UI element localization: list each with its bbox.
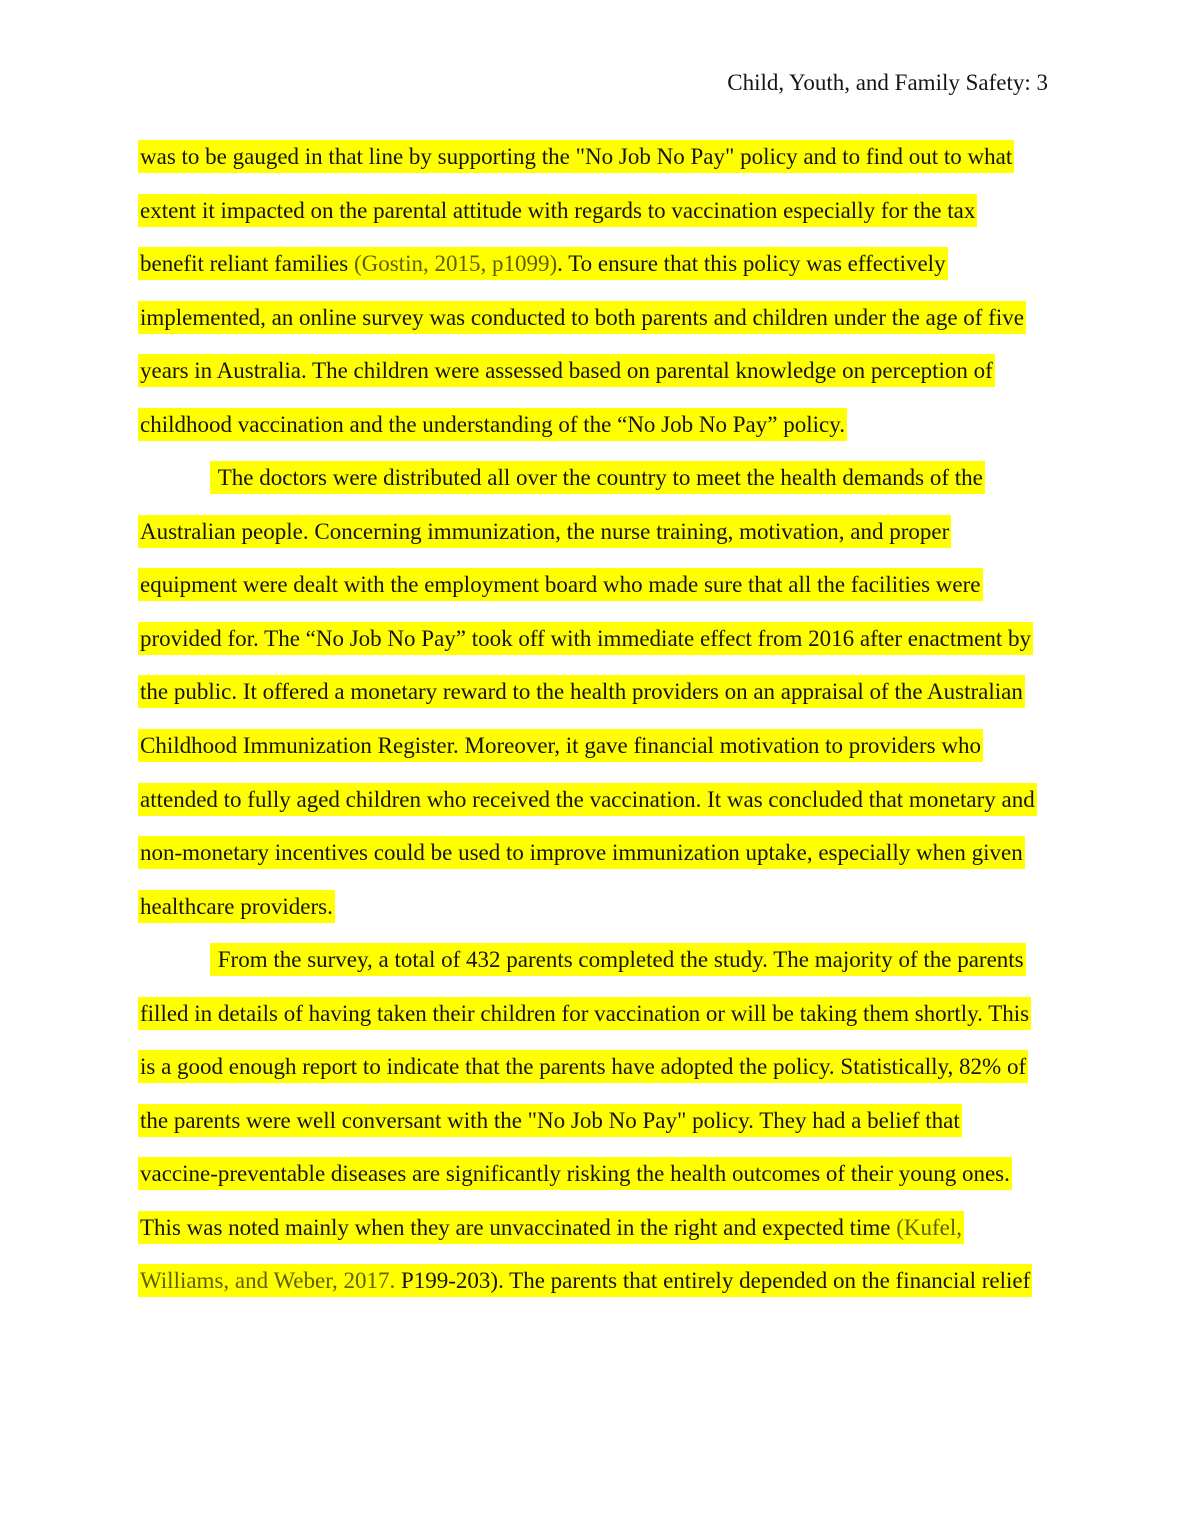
text-line bbox=[138, 1094, 1060, 1148]
text-line bbox=[138, 880, 1060, 934]
text-line bbox=[138, 1147, 1060, 1201]
highlighted-text: This was noted mainly when they are unvaccinated in the right and expected time bbox=[138, 1211, 898, 1244]
text-line bbox=[138, 773, 1060, 827]
highlighted-text: vaccine-preventable diseases are significantly risking the health outcomes of their young ones. bbox=[138, 1157, 1012, 1190]
highlighted-text: the parents were well conversant with the "No Job No Pay" policy. They had a belief that bbox=[138, 1104, 962, 1137]
text-line bbox=[138, 291, 1060, 345]
highlighted-text: Childhood Immunization Register. Moreover, it gave financial motivation to providers who bbox=[138, 729, 983, 762]
document-body bbox=[138, 130, 1060, 1308]
text-line bbox=[138, 130, 1060, 184]
text-line bbox=[138, 344, 1060, 398]
highlighted-text: Australian people. Concerning immunization, the nurse training, motivation, and proper bbox=[138, 515, 951, 548]
highlighted-text: The doctors were distributed all over the country to meet the health demands of the bbox=[210, 461, 985, 494]
text-line bbox=[138, 612, 1060, 666]
text-line bbox=[138, 933, 1060, 987]
text-line bbox=[138, 1201, 1060, 1255]
highlighted-text: is a good enough report to indicate that the parents have adopted the policy. Statistically, 82% of bbox=[138, 1050, 1028, 1083]
highlighted-text: childhood vaccination and the understanding of the “No Job No Pay” policy. bbox=[138, 408, 847, 441]
text-line bbox=[138, 184, 1060, 238]
highlighted-text: From the survey, a total of 432 parents completed the study. The majority of the parents bbox=[210, 943, 1026, 976]
text-line bbox=[138, 719, 1060, 773]
text-line bbox=[138, 1254, 1060, 1308]
highlighted-text: implemented, an online survey was conducted to both parents and children under the age of five bbox=[138, 301, 1026, 334]
paragraph-3 bbox=[138, 933, 1060, 1308]
citation: (Kufel, bbox=[896, 1211, 964, 1244]
paragraph-2 bbox=[138, 451, 1060, 933]
highlighted-text: non-monetary incentives could be used to improve immunization uptake, especially when given bbox=[138, 836, 1025, 869]
highlighted-text: . To ensure that this policy was effectively bbox=[557, 247, 947, 280]
text-line bbox=[138, 987, 1060, 1041]
citation: Williams, and Weber, 2017. bbox=[138, 1264, 397, 1297]
text-line bbox=[138, 505, 1060, 559]
running-head: Child, Youth, and Family Safety: 3 bbox=[727, 70, 1048, 95]
highlighted-text: benefit reliant families bbox=[138, 247, 356, 280]
highlighted-text: provided for. The “No Job No Pay” took off with immediate effect from 2016 after enactment by bbox=[138, 622, 1033, 655]
citation: (Gostin, 2015, p1099) bbox=[354, 247, 559, 280]
highlighted-text: attended to fully aged children who received the vaccination. It was concluded that monetary and bbox=[138, 783, 1037, 816]
text-line bbox=[138, 451, 1060, 505]
paragraph-1 bbox=[138, 130, 1060, 451]
text-line bbox=[138, 237, 1060, 291]
text-line bbox=[138, 1040, 1060, 1094]
highlighted-text: P199-203). The parents that entirely depended on the financial relief bbox=[395, 1264, 1032, 1297]
highlighted-text: healthcare providers. bbox=[138, 890, 335, 923]
text-line bbox=[138, 826, 1060, 880]
highlighted-text: equipment were dealt with the employment board who made sure that all the facilities were bbox=[138, 568, 983, 601]
highlighted-text: extent it impacted on the parental attitude with regards to vaccination especially for the tax bbox=[138, 194, 977, 227]
text-line bbox=[138, 665, 1060, 719]
highlighted-text: was to be gauged in that line by supporting the "No Job No Pay" policy and to find out to what bbox=[138, 140, 1014, 173]
highlighted-text: filled in details of having taken their children for vaccination or will be taking them shortly. This bbox=[138, 997, 1031, 1030]
text-line bbox=[138, 398, 1060, 452]
text-line bbox=[138, 558, 1060, 612]
highlighted-text: years in Australia. The children were assessed based on parental knowledge on perception of bbox=[138, 354, 995, 387]
highlighted-text: the public. It offered a monetary reward to the health providers on an appraisal of the Australian bbox=[138, 675, 1025, 708]
